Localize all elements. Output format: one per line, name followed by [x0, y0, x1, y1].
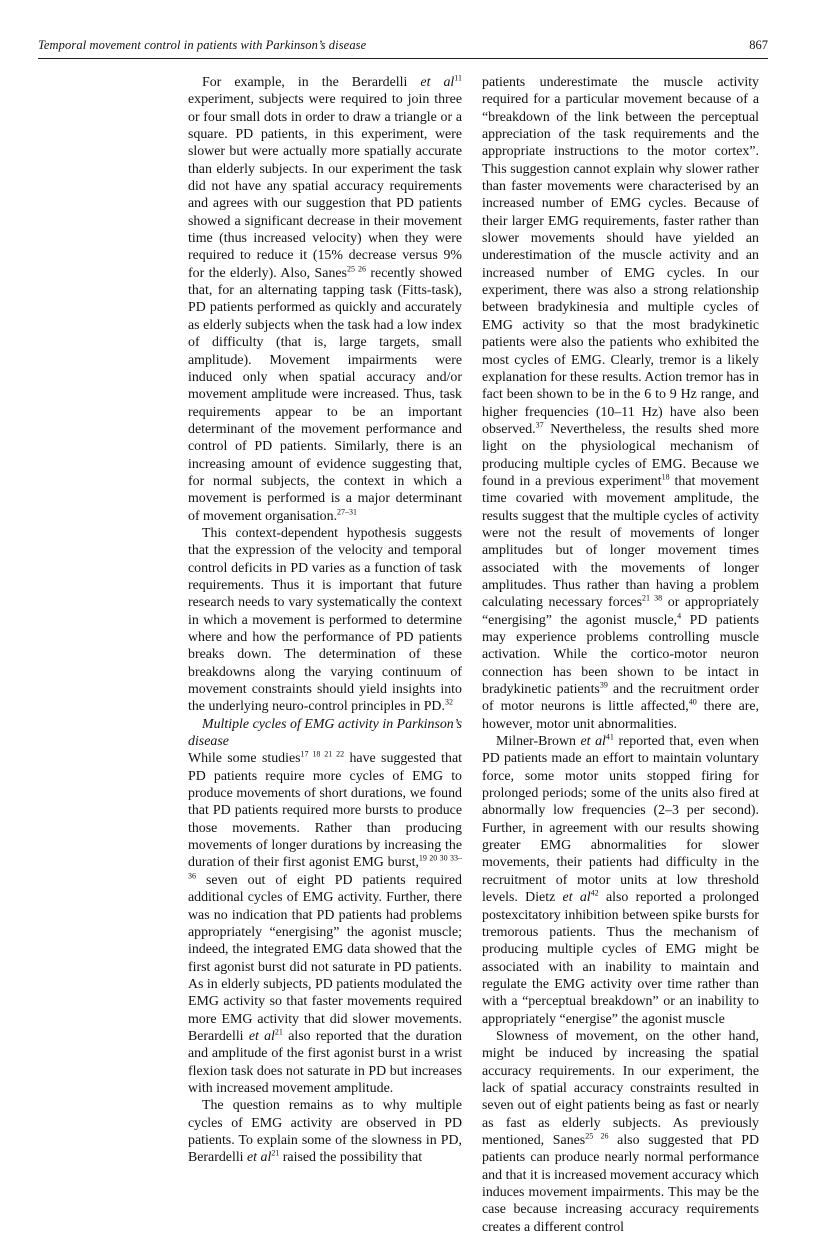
paragraph: While some studies$^{17 18 21 22}$ have suggested that PD patients require more cycles of EMG to produce movements of short durations, we found that PD patients required more bursts to produce those movements. Rather than producing movements of longer durations by increasing the duration of their first agonist EMG burst,$^{19 20 30 33-36}$ seven out of eight PD patients required additional cycles of EMG activity. Further, there was no indication that PD patients had problems appropriately “energising” the agonist muscle; indeed, the integrated EMG data showed that the first agonist burst did not saturate in PD patients. As in elderly subjects, PD patients modulated the EMG activity so that faster movements required more EMG activity that did slower movements. Berardelli et $al^{21}$ also reported that the duration and amplitude of the first agonist burst in a wrist flexion task does not saturate in PD but increases with increased movement amplitude.: [188, 749, 463, 1096]
page-number: 867: [749, 38, 768, 52]
section-subheading: Multiple cycles of EMG activity in Parkinson’s disease: [188, 716, 462, 750]
running-title: Temporal movement control in patients with Parkinson’s disease: [38, 38, 367, 52]
left-column: [188, 74, 462, 1167]
paragraph: Milner-Brown et $al^{41}$ reported that, even when PD patients made an effort to maintain voluntary force, some motor units stopped firing for prolonged periods; some of the units also fired at abnormally low frequencies (2–3 per second). Further, in agreement with our results showing greater EMG abnormalities for slower movements, their patients had difficulty in the recruitment of motor units at low threshold levels. Dietz et $al^{42}$ also reported a prolonged postexcitatory inhibition between spike bursts for tremorous patients. Thus the mechanism of producing multiple cycles of EMG might be associated with an inability to maintain and regulate the EMG activity over time rather than with a “perceptual breakdown” or an inability to appropriately “energise” the agonist muscle: [482, 732, 759, 1027]
paragraph: This context-dependent hypothesis suggests that the expression of the velocity and temporal control deficits in PD varies as a function of task requirements. Thus it is important that future research needs to vary systematically the context in which a movement is performed to determine where and how the performance of PD patients breaks down. The determination of these breakdowns along the varying continuum of movement constraints should yield insights into the underlying neuro-control principles in PD.$^{32}$: [188, 525, 462, 715]
right-column: [482, 74, 759, 1236]
paragraph: For example, in the Berardelli et $al^{11}$ experiment, subjects were required to join three or four small dots in order to draw a triangle or a square. PD patients, in this experiment, were slower but were actually more spatially accurate than elderly subjects. In our experiment the task did not have any spatial accuracy requirements and agrees with our suggestion that PD patients showed a significant decrease in their movement time (thus increased velocity) when they were required to reduce it (15% decrease versus 9% for the elderly). Also, Sanes$^{25 26}$ recently showed that, for an alternating tapping task (Fitts-task), PD patients performed as quickly and accurately as elderly subjects when the task had a low index of difficulty (that is, large targets, small amplitude). Movement impairments were induced only when spatial accuracy and/or movement amplitude were increased. Thus, task requirements appear to be an important determinant of the movement performance and control of PD patients. Similarly, there is an increasing amount of evidence suggesting that, for normal subjects, the context in which a movement is performed is a major determinant of movement organisation.$^{27-31}$: [188, 73, 463, 524]
header-rule: [38, 58, 768, 59]
running-head: [38, 38, 768, 58]
paragraph: Slowness of movement, on the other hand, might be induced by increasing the spatial accuracy requirements. In our experiment, the lack of spatial accuracy constraints resulted in seven out of eight patients being as fast or nearly as fast as elderly subjects. As previously mentioned, Sanes$^{25 26}$ also suggested that PD patients can produce nearly normal performance and that it is increased movement accuracy which induces movement impairments. This may be the case because increasing accuracy requirements creates a different control: [482, 1028, 759, 1235]
paragraph: The question remains as to why multiple cycles of EMG activity are observed in PD patients. To explain some of the slowness in PD, Berardelli et $al^{21}$ raised the possibility that: [188, 1098, 462, 1166]
paragraph: patients underestimate the muscle activity required for a particular movement because of a “breakdown of the link between the perceptual appreciation of the task requirements and the appropriate instructions to the motor cortex”. This suggestion cannot explain why slower rather than faster movements were characterised by an increased number of EMG cycles. Because of their larger EMG requirements, faster rather than slower movements should have yielded an underestimation of the muscle activity and an increased number of EMG cycles. In our experiment, there was also a strong relationship between bradykinesia and multiple cycles of EMG activity so that the most bradykinetic patients were also the patients who exhibited the most cycles of EMG. Clearly, tremor is a likely explanation for these results. Action tremor has in fact been shown to be in the 6 to 9 Hz range, and higher frequencies (10–11 Hz) have also been observed.$^{37}$ Nevertheless, the results shed more light on the physiological mechanism of producing multiple cycles of EMG. Because we found in a previous experiment$^{18}$ that movement time covaried with movement amplitude, the results suggest that the multiple cycles of activity were not the result of movements of longer amplitudes but of longer movement times associated with the movements of longer amplitudes. Thus rather than having a problem calculating necessary forces$^{21 38}$ or appropriately “energising” the agonist muscle,$^4$ PD patients may experience problems controlling muscle activation. While the cortico-motor neuron connection has been shown to be intact in bradykinetic patients$^{39}$ and the recruitment order of motor neurons is little affected,$^{40}$ there are, however, motor unit abnormalities.: [482, 75, 760, 732]
